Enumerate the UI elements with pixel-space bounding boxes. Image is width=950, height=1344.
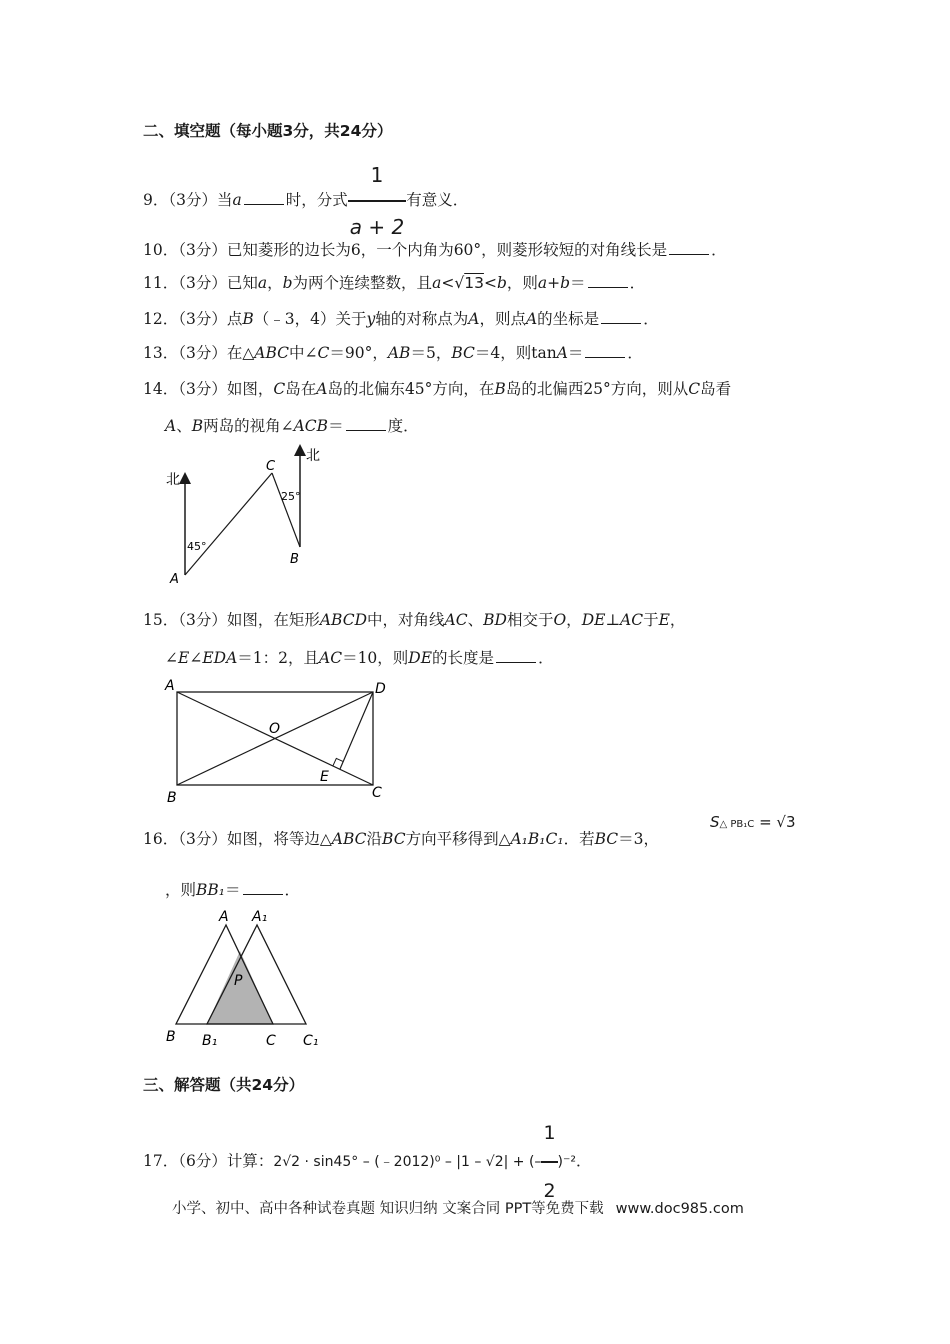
q14-l1c: 岛的北偏西25°方向，则从	[505, 380, 689, 398]
q11-b: b	[282, 274, 293, 292]
footer-text: 小学、初中、高中各种试卷真题 知识归纳 文案合同 PPT等免费下载	[172, 1201, 604, 1217]
q10-text: 10．（3分）已知菱形的边长为6，一个内角为60°，则菱形较短的对角线长是	[143, 241, 668, 259]
q15-l1f: 于	[643, 611, 659, 629]
q12-end1: 的坐标是	[537, 310, 600, 328]
q15-end: ．	[538, 649, 554, 667]
q12-answer-blank[interactable]	[601, 309, 641, 324]
q15-line2a: ∠	[165, 649, 178, 667]
q15-EDA: EDA	[202, 649, 238, 667]
q15-label-C: C	[372, 785, 382, 801]
q9-frac-num: 1	[370, 163, 384, 187]
q12-A: A	[468, 310, 480, 328]
q12-y: y	[366, 310, 376, 328]
question-11	[143, 273, 645, 293]
q16-label-B1: B₁	[202, 1033, 218, 1049]
q15-DE: DE	[581, 611, 606, 629]
q12-A2: A	[525, 310, 538, 328]
q16-area-S: S	[710, 813, 720, 831]
q15-E: E	[658, 611, 670, 629]
q13-BC: BC	[451, 344, 475, 362]
q13-pre: 13．（3分）在△	[143, 344, 255, 362]
q9-end: 有意义．	[406, 191, 469, 209]
q16-ABC: ABC	[331, 830, 367, 848]
q11-then: ，则	[506, 274, 538, 292]
q14-line2-a: 、	[176, 417, 192, 435]
q15-E2: E	[178, 649, 190, 667]
q13-A: A	[556, 344, 568, 362]
q16-figure	[160, 905, 340, 1055]
q14-l1d: 岛看	[700, 380, 732, 398]
q13-ABC: ABC	[254, 344, 289, 362]
q17-expression: 2√2 · sin45° – (﹣2012)⁰ – |1 – √2| + (–	[273, 1154, 542, 1170]
q16-l1d: ＝3，	[618, 830, 660, 848]
q11-a: a	[257, 274, 268, 292]
q12-mid2: ，则点	[479, 310, 526, 328]
q15-l1a: 中，对角线	[367, 611, 445, 629]
q15-line2d: ＝10，则	[342, 649, 409, 667]
q14-label-B: B	[290, 552, 299, 567]
q16-BC: BC	[382, 830, 406, 848]
footer	[172, 1197, 744, 1218]
q16-label-B: B	[166, 1029, 176, 1045]
q11-comma: ，	[267, 274, 283, 292]
q13-C: C	[317, 344, 330, 362]
q14-angle-25: 25°	[281, 490, 301, 503]
q14-A: A	[316, 380, 328, 398]
q16-area-eq: =	[754, 813, 777, 831]
q9-var: a	[232, 191, 242, 209]
q14-line2-b: 两岛的视角∠	[203, 417, 294, 435]
q15-l1d: ，	[566, 611, 582, 629]
q16-area-formula	[710, 813, 796, 831]
q16-area-sub: △ PB₁C	[719, 819, 755, 830]
q13-bc4: ＝4，则tan	[474, 344, 557, 362]
q9-frac-den: a + 2	[348, 200, 406, 252]
q15-line2e: 的长度是	[432, 649, 495, 667]
q17-pre: 17．（6分）计算：	[143, 1152, 274, 1170]
q14-line2-c: ＝	[328, 417, 344, 435]
q16-l1b: 方向平移得到△	[405, 830, 511, 848]
q17-exponent: )⁻²	[557, 1154, 576, 1170]
q13-ab5: ＝5，	[410, 344, 452, 362]
q15-l1g: ，	[669, 611, 686, 629]
q11-end: ．	[629, 274, 646, 292]
q12-pre: 12．（3分）点	[143, 310, 243, 328]
q14-line2-end: 度．	[387, 417, 419, 435]
q15-BD: BD	[483, 611, 507, 629]
q14-line-AC	[185, 473, 272, 575]
q16-label-C1: C₁	[303, 1033, 319, 1049]
q14-north-label-2: 北	[306, 448, 320, 464]
q9-fraction	[348, 150, 406, 252]
q14-l1b: 岛的北偏东45°方向，在	[327, 380, 495, 398]
question-13	[143, 343, 643, 363]
q16-label-A: A	[219, 909, 229, 925]
q16-A1B1C1: A₁B₁C₁	[510, 830, 564, 848]
q15-l1c: 相交于	[506, 611, 554, 629]
q12-end: ．	[643, 310, 659, 328]
q14-angle-45: 45°	[187, 540, 207, 553]
q15-AC: AC	[444, 611, 468, 629]
q15-DE2: DE	[408, 649, 433, 667]
question-12	[143, 309, 659, 329]
q15-O: O	[553, 611, 567, 629]
q11-pre: 11．（3分）已知	[143, 274, 258, 292]
q13-AB: AB	[387, 344, 411, 362]
q11-lt1: <	[441, 274, 455, 292]
q15-l1e: ⊥	[605, 611, 621, 629]
question-16-line-1	[143, 829, 659, 849]
q16-label-P: P	[234, 973, 243, 989]
q15-line2c: ＝1：2，且	[237, 649, 319, 667]
question-10	[143, 240, 727, 260]
q15-AC3: AC	[319, 649, 343, 667]
q11-lt2: <	[483, 274, 497, 292]
q16-l1a: 沿	[366, 830, 383, 848]
q15-segment-DE	[340, 692, 373, 769]
q15-label-E: E	[320, 769, 329, 785]
q16-line2b: ＝	[225, 881, 241, 899]
q14-north-label-1: 北	[166, 472, 180, 488]
question-14-line-1	[143, 379, 731, 399]
q11-ineq-b: b	[496, 274, 507, 292]
q15-AC2: AC	[620, 611, 644, 629]
q15-label-D: D	[375, 681, 386, 697]
q9-answer-blank[interactable]	[244, 190, 284, 205]
q16-end: ．	[284, 881, 301, 899]
q15-answer-blank[interactable]	[496, 648, 536, 663]
q11-eq: ＝	[570, 274, 586, 292]
q9-mid: 时，分式	[285, 191, 348, 209]
q12-mid: 轴的对称点为	[375, 310, 469, 328]
q15-line1: 15．（3分）如图，在矩形	[143, 611, 320, 629]
q11-answer-blank[interactable]	[588, 273, 628, 288]
q12-coords: （﹣3，4）关于	[253, 310, 367, 328]
q16-line1: 16．（3分）如图，将等边△	[143, 830, 332, 848]
q14-label-C: C	[266, 459, 276, 474]
q11-mid: 为两个连续整数，且	[292, 274, 433, 292]
q12-B: B	[242, 310, 254, 328]
q13-c90: ＝90°，	[329, 344, 388, 362]
q13-answer-blank[interactable]	[585, 343, 625, 358]
q15-line2b: ∠	[189, 649, 203, 667]
q10-end: ．	[711, 241, 727, 259]
q14-answer-blank[interactable]	[346, 416, 386, 431]
q15-label-O: O	[269, 721, 281, 737]
q16-BC2: BC	[594, 830, 619, 848]
q14-pre: 14．（3分）如图，	[143, 380, 274, 398]
q11-sqrt-symbol: √	[454, 274, 465, 292]
q14-line2-A: A	[165, 417, 177, 435]
q15-label-A: A	[165, 678, 175, 694]
q16-answer-blank[interactable]	[243, 880, 283, 895]
question-14-line-2	[165, 416, 419, 436]
q16-label-A1: A₁	[252, 909, 268, 925]
q11-ineq-a: a	[432, 274, 442, 292]
q10-answer-blank[interactable]	[669, 240, 709, 255]
question-17	[143, 1105, 592, 1202]
section-3-title: 三、解答题（共24分）	[143, 1076, 305, 1094]
q14-line-CB	[272, 473, 300, 547]
q14-line2-ACB: ACB	[293, 417, 329, 435]
q13-end: ．	[627, 344, 643, 362]
q15-figure	[160, 675, 400, 810]
q14-l1a: 岛在	[285, 380, 317, 398]
question-9	[143, 150, 469, 239]
section-2-title: 二、填空题（每小题3分，共24分）	[143, 122, 393, 140]
q16-area-sqrt: √3	[776, 813, 796, 831]
q14-C: C	[273, 380, 286, 398]
q16-l1c: ．若	[563, 830, 595, 848]
q15-label-B: B	[167, 790, 177, 806]
question-15-line-1	[143, 610, 685, 630]
q14-label-A: A	[170, 572, 179, 587]
q11-sum: a+b	[537, 274, 571, 292]
question-15-line-2	[165, 648, 554, 668]
q14-figure	[160, 440, 340, 590]
q9-number: 9．（3分）当	[143, 191, 233, 209]
q11-radicand: 13	[464, 274, 484, 292]
question-16-line-2	[165, 880, 300, 900]
q17-frac-num: 1	[543, 1122, 556, 1144]
q16-label-C: C	[266, 1033, 276, 1049]
q14-line2-B: B	[191, 417, 204, 435]
q16-BB1: BB₁	[196, 881, 226, 899]
q14-B: B	[494, 380, 506, 398]
q16-line2a: ，则	[165, 881, 197, 899]
q15-ABCD: ABCD	[319, 611, 368, 629]
q17-end: ．	[576, 1152, 592, 1170]
q15-l1b: 、	[467, 611, 484, 629]
q14-C2: C	[688, 380, 701, 398]
footer-url[interactable]: www.doc985.com	[615, 1201, 744, 1217]
q17-frac-den: 2	[541, 1161, 557, 1219]
q13-mid: 中∠	[289, 344, 318, 362]
q13-eq: ＝	[567, 344, 584, 362]
